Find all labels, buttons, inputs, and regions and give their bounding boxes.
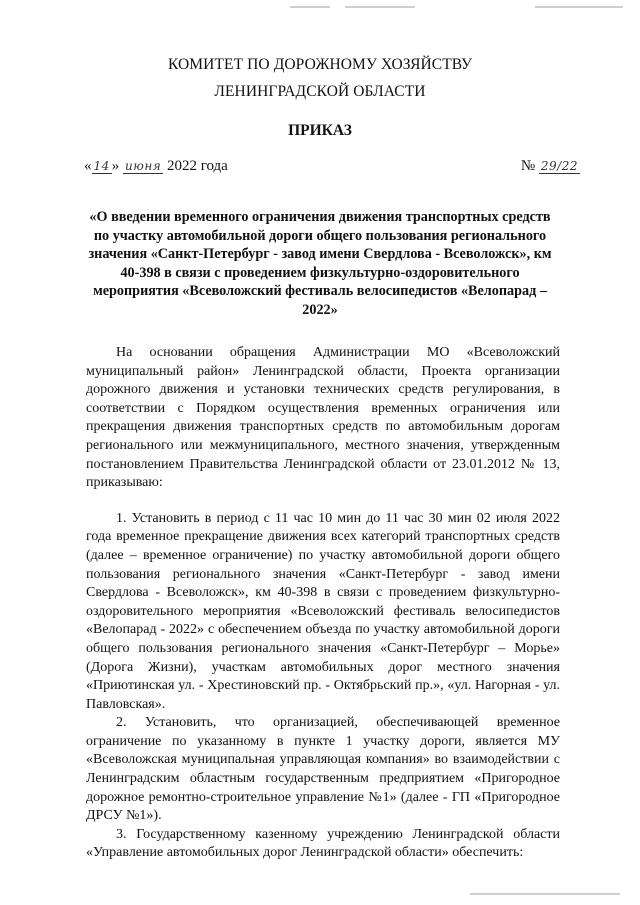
scan-artifact (345, 6, 415, 8)
order-body (86, 344, 560, 863)
handwritten-month: июня (125, 159, 162, 173)
scan-artifact (470, 893, 620, 895)
date-close-quote: » (111, 158, 120, 174)
order-number (521, 158, 580, 175)
scan-artifact (290, 6, 330, 8)
preamble-paragraph: На основании обращения Администрации МО «Всеволожский муниципальный район» Ленинградской области, Проекта организации дорожного движения и установки технических средств регулирования, в соответствии с Порядком осуществления временных ограничения или прекращения движения транспортных средств по автомобильным дорогам регионального или межмуниципального, местного значения, утвержденным постановлением Правительства Ленинградской области от 23.01.2012 № 13, приказываю: (86, 345, 560, 491)
scan-artifact (535, 6, 623, 8)
date-open-quote: « (84, 158, 92, 174)
number-label: № (520, 158, 536, 174)
order-subject: «О введении временного ограничения движения транспортных средств по участку автомобильной дороги общего пользования регионального значения «Санкт-Петербург - завод имени Свердлова - Всеволожск», км 40-398 в связи с проведением физкультурно-оздоровительного мероприятия «Всеволожский фестиваль велосипедистов «Велопарад – 2022» (88, 209, 552, 318)
header-line-1: КОМИТЕТ ПО ДОРОЖНОМУ ХОЗЯЙСТВУ (167, 56, 473, 73)
date-year: 2022 года (166, 158, 228, 174)
order-item-1: 1. Установить в период с 11 час 10 мин до 11 час 30 мин 02 июля 2022 года временное прекращение движения всех категорий транспортных средств (далее – временное ограничение) по участку автомобильной дороги общего пользования регионального значения «Санкт-Петербург - завод имени Свердлова - Всеволожск», км 40-398 в связи с проведением физкультурно-оздоровительного мероприятия «Всеволожский фестиваль велосипедистов «Велопарад - 2022» с обеспечением объезда по участку автомобильной дороги общего пользования регионального значения «Санкт-Петербург – Морье» (Дорога Жизни), участкам автомобильных дорог местного значения «Приютинская ул. - Хрестиновский пр. - Октябрьский пр.», «ул. Нагорная - ул. Павловская». (86, 510, 560, 712)
document-type-title: ПРИКАЗ (288, 122, 352, 139)
handwritten-number: 29/22 (540, 159, 578, 173)
order-item-3: 3. Государственному казенному учреждению Ленинградской области «Управление автомобильных дорог Ленинградской области» обеспечить: (86, 826, 560, 861)
header-line-2: ЛЕНИНГРАДСКОЙ ОБЛАСТИ (214, 83, 426, 100)
order-item-2: 2. Установить, что организацией, обеспечивающей временное ограничение по указанному в пункте 1 участку дороги, является МУ «Всеволожская муниципальная управляющая компания» во взаимодействии с Ленинградским областным государственным предприятием «Пригородное дорожное ремонтно-строительное управление №1» (далее - ГП «Пригородное ДРСУ №1»). (86, 715, 560, 824)
date-line (84, 158, 228, 175)
handwritten-day: 14 (93, 159, 110, 173)
